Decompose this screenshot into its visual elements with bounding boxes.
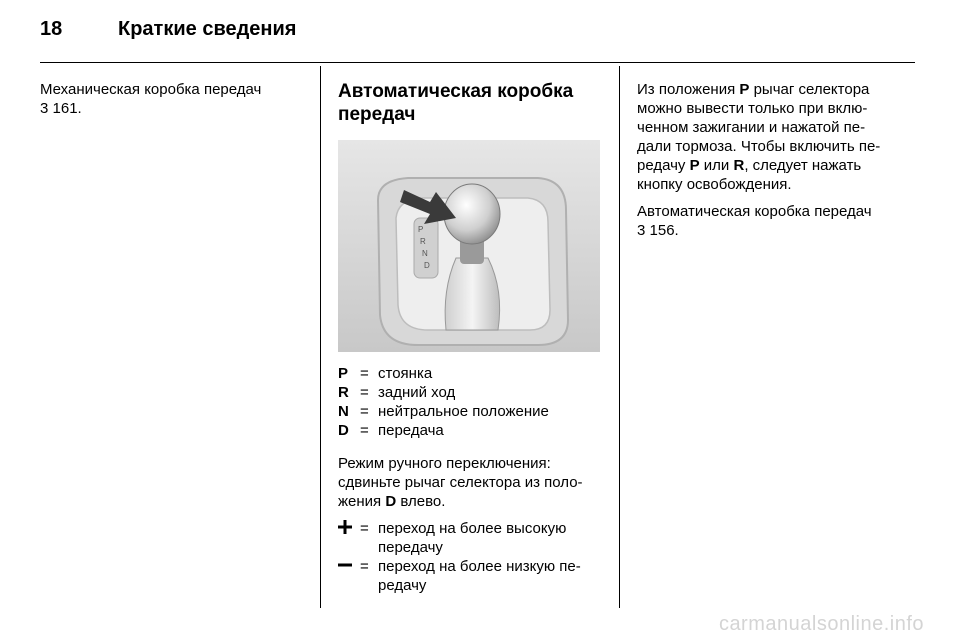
p1-line-6: кнопку освобождения.: [637, 176, 792, 193]
manual-mode-line-1: Режим ручного переключения:: [338, 455, 551, 472]
column-3: [637, 80, 907, 240]
page-header: [40, 18, 296, 41]
gear-selector-illustration: [338, 140, 600, 352]
auto-gearbox-reference[interactable]: [637, 221, 907, 240]
legend-key-r: R: [338, 384, 349, 401]
text-run: переход на более низкую пе-: [378, 558, 581, 575]
section-title-line-2: передач: [338, 104, 416, 125]
legend-desc-p: стоянка: [378, 365, 433, 382]
page-number: 18: [40, 18, 63, 40]
legend-key-n: N: [338, 403, 349, 420]
column-divider-1: [320, 66, 321, 608]
text-run: влево.: [396, 493, 446, 510]
legend-eq: =: [360, 558, 369, 575]
legend-eq: =: [360, 520, 369, 537]
legend-key-d: D: [338, 422, 349, 439]
section-title-line-1: Автоматическая коробка: [338, 81, 574, 102]
legend-key-p: P: [338, 365, 349, 382]
selector-release-paragraph: [637, 80, 907, 194]
section-title: [338, 80, 603, 126]
minus-icon: [338, 557, 360, 595]
p1-line-3: ченном зажигании и нажатой пе-: [637, 119, 866, 136]
manual-mode-paragraph: [338, 454, 603, 511]
manual-mode-line-2: сдвиньте рычаг селектора из поло-: [338, 474, 583, 491]
legend-eq: =: [360, 384, 369, 401]
legend-eq: =: [360, 403, 369, 420]
svg-text:D: D: [424, 261, 430, 270]
shift-up-desc: [378, 519, 603, 557]
reference-page: 161.: [52, 100, 82, 117]
header-divider: [40, 62, 915, 63]
page-title: Краткие сведения: [118, 18, 297, 40]
page-reference-icon: 3: [40, 100, 49, 117]
svg-text:R: R: [420, 237, 426, 246]
legend-eq: =: [360, 422, 369, 439]
shift-down-desc: [378, 557, 603, 595]
p1-line-2: можно вывести только при вклю-: [637, 100, 868, 117]
text-run: рычаг селектора: [749, 81, 870, 98]
gear-legend: [338, 364, 603, 440]
watermark: carmanualsonline.info: [718, 613, 924, 635]
svg-text:P: P: [418, 225, 424, 234]
position-d-label: D: [385, 493, 397, 510]
manual-mode-line-3: [338, 492, 603, 511]
position-p-label: P: [689, 157, 700, 174]
column-2: [338, 80, 603, 595]
text-run: переход на более высокую: [378, 520, 567, 537]
p1-line-1: [637, 80, 907, 99]
text-run: редачу: [378, 577, 427, 594]
p1-line-4: дали тормоза. Чтобы включить пе-: [637, 138, 881, 155]
text-run: передачу: [378, 539, 443, 556]
position-p-label: P: [739, 81, 750, 98]
legend-desc-n: нейтральное положение: [378, 403, 549, 420]
text-run: или: [699, 157, 734, 174]
text-run: жения: [338, 493, 386, 510]
text-run: Из положения: [637, 81, 740, 98]
legend-desc-d: передача: [378, 422, 444, 439]
position-r-label: R: [733, 157, 745, 174]
column-1: [40, 80, 305, 118]
text-run: , следует нажать: [744, 157, 862, 174]
shift-legend: [338, 519, 603, 595]
plus-icon: [338, 519, 360, 557]
manual-gearbox-reference[interactable]: [40, 99, 305, 118]
text-run: редачу: [637, 157, 690, 174]
page-reference-icon: 3: [637, 222, 646, 239]
svg-text:N: N: [422, 249, 428, 258]
legend-eq: =: [360, 365, 369, 382]
manual-gearbox-text: Механическая коробка передач: [40, 81, 262, 98]
p1-line-5: [637, 156, 907, 175]
legend-desc-r: задний ход: [378, 384, 456, 401]
auto-gearbox-text: Автоматическая коробка передач: [637, 203, 872, 220]
column-divider-2: [619, 66, 620, 608]
reference-page: 156.: [649, 222, 679, 239]
